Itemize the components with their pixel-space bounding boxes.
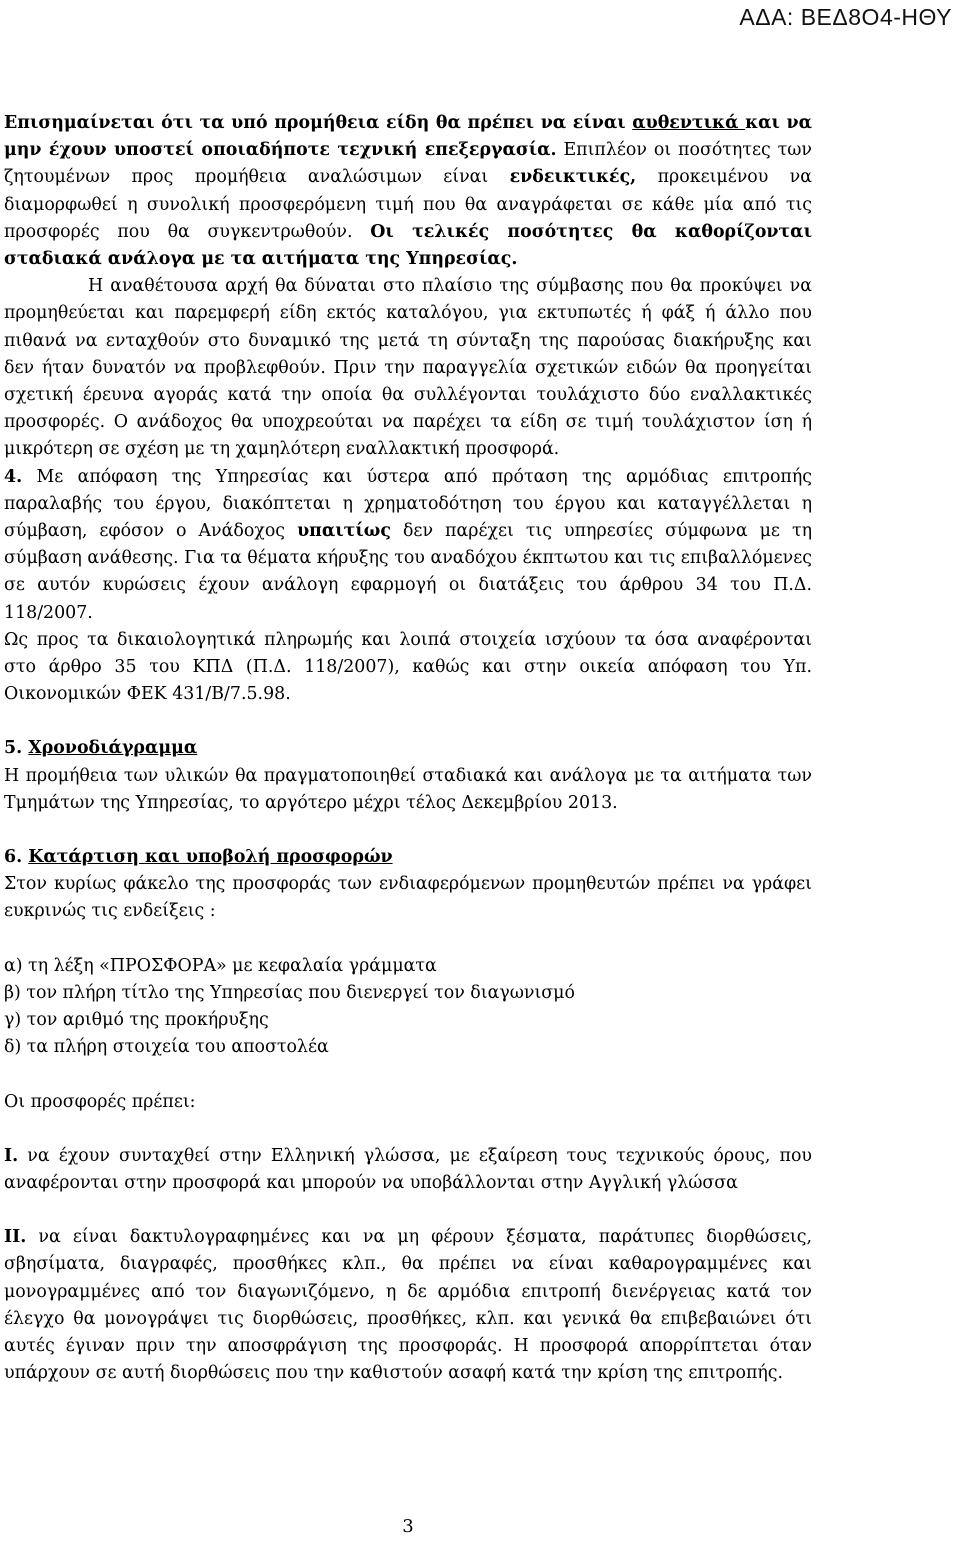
section-6-title: Κατάρτιση και υποβολή προσφορών xyxy=(28,847,393,868)
indicative-emphasis: ενδεικτικές, xyxy=(509,167,637,188)
list-item: γ) τον αριθμό της προκήρυξης xyxy=(4,1010,269,1031)
section-5-title: Χρονοδιάγραμμα xyxy=(28,738,198,759)
spacer xyxy=(4,1062,812,1089)
list-item: δ) τα πλήρη στοιχεία του αποστολέα xyxy=(4,1037,329,1058)
intro-sentence-3: Οι τελικές ποσότητες θα καθορίζονται σταδιακά ανάλογα με τα αιτήματα της Υπηρεσίας. xyxy=(4,221,812,270)
page-number: 3 xyxy=(402,1516,414,1537)
requirement-2: ΙΙ. να είναι δακτυλογραφημένες και να μη φέρουν ξέσματα, παράτυπες διορθώσεις, σβησίματα, διαγραφές, προσθήκες κλπ., θα πρέπει να είναι καθαρογραμμένες και μονογραμμένες από τον διαγωνιζόμενο, η δε αρμόδια επιτροπή διενέργειας κατά τον έλεγχο θα μονογράψει τις διορθώσεις, προσθήκες, κλπ. και γενικά θα επιβεβαιώνει ότι αυτές έγιναν πριν την αποσφράγιση της προσφοράς. Η προσφορά απορρίπτεται όταν υπάρχουν σε αυτή διορθώσεις που την καθιστούν ασαφή κατά την κρίση της επιτροπής. xyxy=(4,1227,812,1384)
requirement-1: Ι. να έχουν συνταχθεί στην Ελληνική γλώσσα, με εξαίρεση τους τεχνικούς όρους, που αναφέρονται στην προσφορά και μπορούν να υποβάλλονται στην Αγγλική γλώσσα xyxy=(4,1145,812,1193)
spacer xyxy=(4,1197,812,1224)
section-4-paragraph: 4. Με απόφαση της Υπηρεσίας και ύστερα από πρόταση της αρμόδιας επιτροπής παραλαβής του έργου, διακόπτεται η χρηματοδότηση του έργου και καταγγέλλεται η σύμβαση, εφόσον ο Ανάδοχος υπαιτίως δεν παρέχει τις υπηρεσίες σύμφωνα με τη σύμβαση ανάθεσης. Για τα θέματα κήρυξης του αναδόχου έκπτωτου και τις επιβαλλόμενες σε αυτόν κυρώσεις έχουν ανάλογη εφαρμογή οι διατάξεις του άρθρου 34 του Π.Δ. 118/2007. xyxy=(4,466,812,623)
section-5-text: Η προμήθεια των υλικών θα πραγματοποιηθεί σταδιακά και ανάλογα με τα αιτήματα των Τμημάτων της Υπηρεσίας, το αργότερο μέχρι τέλος Δεκεμβρίου 2013. xyxy=(4,765,812,813)
intro-paragraph xyxy=(4,110,812,273)
list-item: α) τη λέξη «ΠΡΟΣΦΟΡΑ» με κεφαλαία γράμματα xyxy=(4,955,437,976)
section-5-heading: 5. Χρονοδιάγραμμα xyxy=(4,738,198,759)
spacer xyxy=(4,926,812,953)
document-page xyxy=(4,110,812,1387)
spacer xyxy=(4,817,812,844)
spacer xyxy=(4,1116,812,1143)
ada-code: ΑΔΑ: ΒΕΔ8Ο4-ΗΘΥ xyxy=(739,4,952,30)
offers-must-label: Οι προσφορές πρέπει: xyxy=(4,1091,196,1112)
authentic-emphasis: αυθεντικά xyxy=(632,113,746,133)
intro-sentence-1: Επισημαίνεται ότι τα υπό προμήθεια είδη θα πρέπει να είναι αυθεντικά και να μην έχουν υποστεί οποιαδήποτε τεχνική επεξεργασία. xyxy=(4,113,812,161)
requirement-2-number: ΙΙ. xyxy=(4,1227,27,1248)
spacer xyxy=(4,708,812,735)
intro-sentence-2: Επιπλέον οι ποσότητες των ζητουμένων προς προμήθεια αναλώσιμων είναι ενδεικτικές, προκειμένου να διαμορφωθεί η συνολική προσφερόμενη τιμή που θα αναγράφεται σε κάθε μία από τις προσφορές που θα συγκεντρωθούν. xyxy=(4,140,812,242)
culpably-emphasis: υπαιτίως xyxy=(297,521,391,542)
authority-paragraph: Η αναθέτουσα αρχή θα δύναται στο πλαίσιο της σύμβασης που θα προκύψει να προμηθεύεται και παρεμφερή είδη εκτός καταλόγου, για εκτυπωτές ή φάξ ή άλλο που πιθανά να ενταχθούν στο δυναμικό της μετά τη σύνταξη της παρούσας διακήρυξης και δεν ήταν δυνατόν να προβλεφθούν. Πριν την παραγγελία σχετικών ειδών θα προηγείται σχετική έρευνα αγοράς κατά την οποία θα συλλέγονται τουλάχιστο δύο εναλλακτικές προσφορές. Ο ανάδοχος θα υποχρεούται να παρέχει τα είδη σε τιμή τουλάχιστον ίση ή μικρότερη σε σχέση με τη χαμηλότερη εναλλακτική προσφορά. xyxy=(4,276,812,460)
section-4-number: 4. xyxy=(4,466,23,487)
requirement-1-number: Ι. xyxy=(4,1145,19,1166)
payment-paragraph: Ως προς τα δικαιολογητικά πληρωμής και λοιπά στοιχεία ισχύουν τα όσα αναφέρονται στο άρθρο 35 του ΚΠΔ (Π.Δ. 118/2007), καθώς και στην οικεία απόφαση του Υπ. Οικονομικών ΦΕΚ 431/Β/7.5.98. xyxy=(4,629,812,705)
section-6-heading: 6. Κατάρτιση και υποβολή προσφορών xyxy=(4,847,393,868)
section-6-intro: Στον κυρίως φάκελο της προσφοράς των ενδιαφερόμενων προμηθευτών πρέπει να γράφει ευκρινώς τις ενδείξεις : xyxy=(4,874,812,922)
list-item: β) τον πλήρη τίτλο της Υπηρεσίας που διενεργεί τον διαγωνισμό xyxy=(4,982,575,1003)
